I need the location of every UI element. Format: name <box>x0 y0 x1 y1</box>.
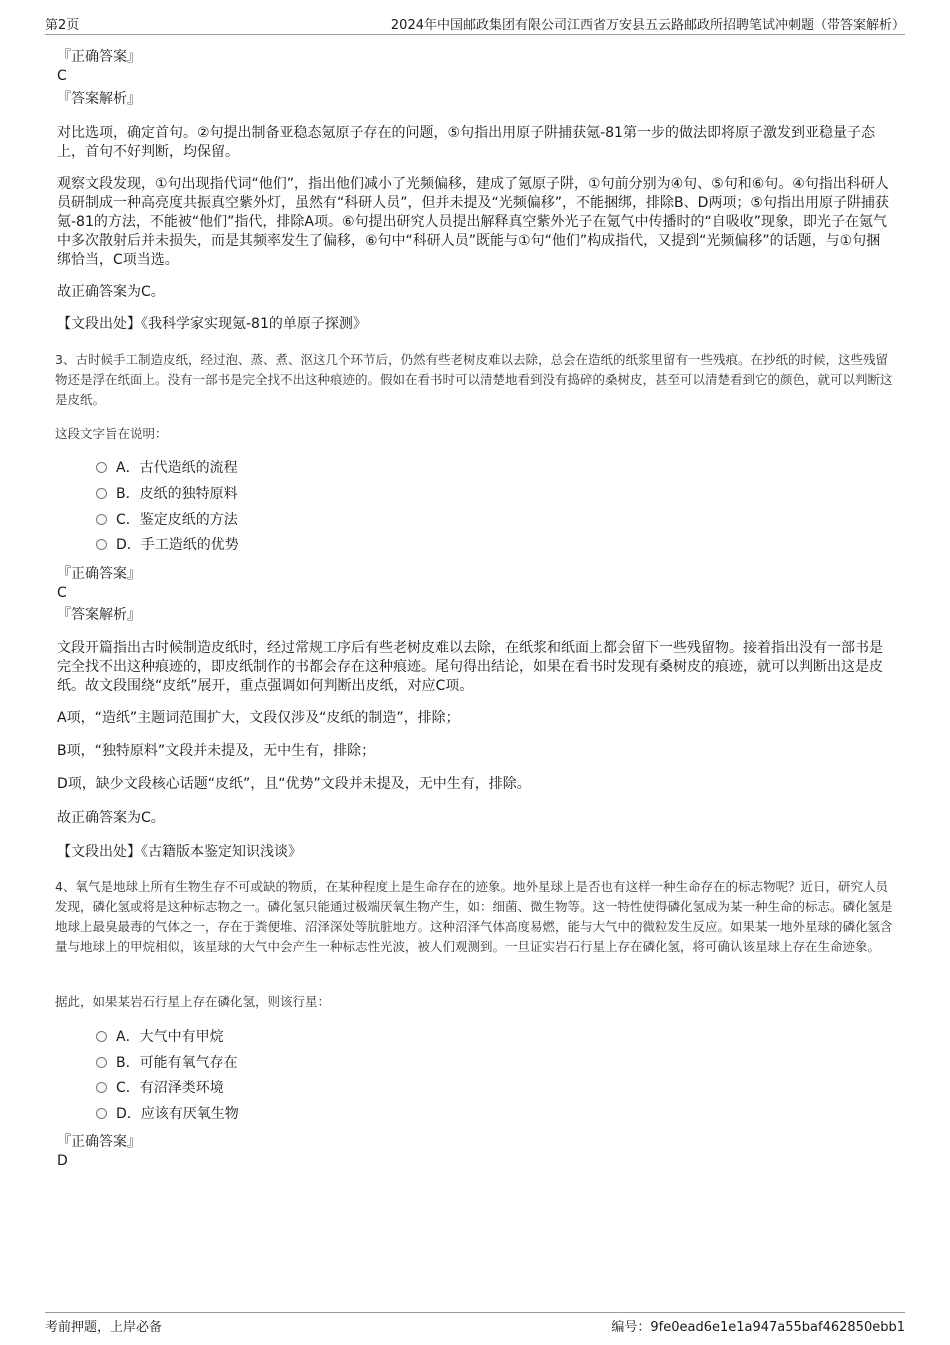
radio-icon[interactable] <box>96 1108 107 1119</box>
question-prompt: 这段文字旨在说明： <box>55 426 168 441</box>
radio-icon[interactable] <box>96 1031 107 1042</box>
option-c[interactable] <box>96 510 238 530</box>
option-label: C．鉴定皮纸的方法 <box>116 512 238 528</box>
radio-icon[interactable] <box>96 1057 107 1068</box>
option-label: B．皮纸的独特原料 <box>116 486 238 502</box>
answer-label: 『正确答案』 <box>57 1134 141 1150</box>
source-citation: 【文段出处】《我科学家实现氪-81的单原子探测》 <box>57 316 367 332</box>
answer-value: D <box>57 1153 68 1169</box>
option-a-analysis: A项，“造纸”主题词范围扩大，文段仅涉及“皮纸的制造”，排除； <box>57 710 460 726</box>
conclusion: 故正确答案为C。 <box>57 284 165 300</box>
analysis-paragraph: 观察文段发现，①句出现指代词“他们”，指出他们减小了光频偏移，建成了氪原子阱，①句前分别为④句、⑤句和⑥句。④句指出科研人员研制成一种高亮度共振真空紫外灯，虽然有“科研人员”，但并未提及“光频偏移”，不能捆绑，排除B、D两项；⑤句指出用原子阱捕获氪-81的方法，不能被“他们”指代，排除A项。⑥句提出研究人员提出解释真空紫外光子在氪气中传播时的“自吸收”现象，即光子在氪气中多次散射后并未损失，而是其频率发生了偏移，⑥句中“科研人员”既能与①句“他们”构成指代，又提到“光频偏移”的话题，与①句捆绑恰当，C项当选。 <box>57 176 889 268</box>
footer-slogan: 考前押题，上岸必备 <box>45 1320 163 1335</box>
option-d[interactable] <box>96 1104 239 1124</box>
analysis-label: 『答案解析』 <box>57 91 141 107</box>
answer-label: 『正确答案』 <box>57 566 141 582</box>
option-b[interactable] <box>96 484 238 504</box>
radio-icon[interactable] <box>96 514 107 525</box>
option-b[interactable] <box>96 1053 238 1073</box>
radio-icon[interactable] <box>96 1082 107 1093</box>
option-label: D．手工造纸的优势 <box>116 537 239 553</box>
option-label: A．古代造纸的流程 <box>116 460 238 476</box>
question-prompt: 据此，如果某岩石行星上存在磷化氢，则该行星： <box>55 994 331 1009</box>
page-header <box>45 14 905 35</box>
radio-icon[interactable] <box>96 539 107 550</box>
option-label: B．可能有氧气存在 <box>116 1055 238 1071</box>
option-d-analysis: D项，缺少文段核心话题“皮纸”，且“优势”文段并未提及，无中生有，排除。 <box>57 776 531 792</box>
option-c[interactable] <box>96 1078 224 1098</box>
document-title: 2024年中国邮政集团有限公司江西省万安县五云路邮政所招聘笔试冲刺题（带答案解析） <box>390 18 905 33</box>
answer-value: C <box>57 585 67 601</box>
option-b-analysis: B项，“独特原料”文段并未提及，无中生有，排除； <box>57 743 376 759</box>
analysis-paragraph: 文段开篇指出古时候制造皮纸时，经过常规工序后有些老树皮难以去除，在纸浆和纸面上都会留下一些残留物。接着指出没有一部书是完全找不出这种痕迹的，即皮纸制作的书都会存在这种痕迹。尾句得出结论，如果在看书时发现有桑树皮的痕迹，就可以判断出这是皮纸。故文段围绕“皮纸”展开，重点强调如何判断出皮纸，对应C项。 <box>57 640 883 694</box>
question-stem: 4、氧气是地球上所有生物生存不可或缺的物质，在某种程度上是生命存在的迹象。地外星球上是否也有这样一种生命存在的标志物呢？近日，研究人员发现，磷化氢或将是这种标志物之一。磷化氢只能通过极端厌氧生物产生，如：细菌、微生物等。这一特性使得磷化氢成为某一种生命的标志。磷化氢是地球上最臭最毒的气体之一，存在于粪便堆、沼泽深处等肮脏地方。这种沼泽气体高度易燃，能与大气中的微粒发生反应。如果某一地外星球的磷化氢含量与地球上的甲烷相似，该星球的大气中会产生一种标志性光波，被人们观测到。一旦证实岩石行星上存在磷化氢，将可确认该星球上存在生命迹象。 <box>55 879 893 954</box>
option-a[interactable] <box>96 458 238 478</box>
analysis-label: 『答案解析』 <box>57 607 141 623</box>
page-footer <box>45 1312 905 1335</box>
answer-label: 『正确答案』 <box>57 49 141 65</box>
option-a[interactable] <box>96 1027 224 1047</box>
question-stem: 3、古时候手工制造皮纸，经过泡、蒸、煮、沤这几个环节后，仍然有些老树皮难以去除，总会在造纸的纸浆里留有一些残痕。在抄纸的时候，这些残留物还是浮在纸面上。没有一部书是完全找不出这种痕迹的。假如在看书时可以清楚地看到没有捣碎的桑树皮，甚至可以清楚看到它的颜色，就可以判断这是皮纸。 <box>55 352 893 407</box>
option-d[interactable] <box>96 535 239 555</box>
option-label: D．应该有厌氧生物 <box>116 1106 239 1122</box>
conclusion: 故正确答案为C。 <box>57 810 165 826</box>
option-label: C．有沼泽类环境 <box>116 1080 224 1096</box>
option-label: A．大气中有甲烷 <box>116 1029 224 1045</box>
radio-icon[interactable] <box>96 462 107 473</box>
analysis-paragraph: 对比选项，确定首句。②句提出制备亚稳态氪原子存在的问题，⑤句指出用原子阱捕获氪-81第一步的做法即将原子激发到亚稳量子态上，首句不好判断，均保留。 <box>57 125 875 160</box>
radio-icon[interactable] <box>96 488 107 499</box>
document-id: 编号：9fe0ead6e1e1a947a55baf462850ebb1 <box>611 1320 905 1335</box>
page-number: 第2页 <box>45 18 80 33</box>
answer-value: C <box>57 68 67 84</box>
source-citation: 【文段出处】《古籍版本鉴定知识浅谈》 <box>57 844 302 860</box>
